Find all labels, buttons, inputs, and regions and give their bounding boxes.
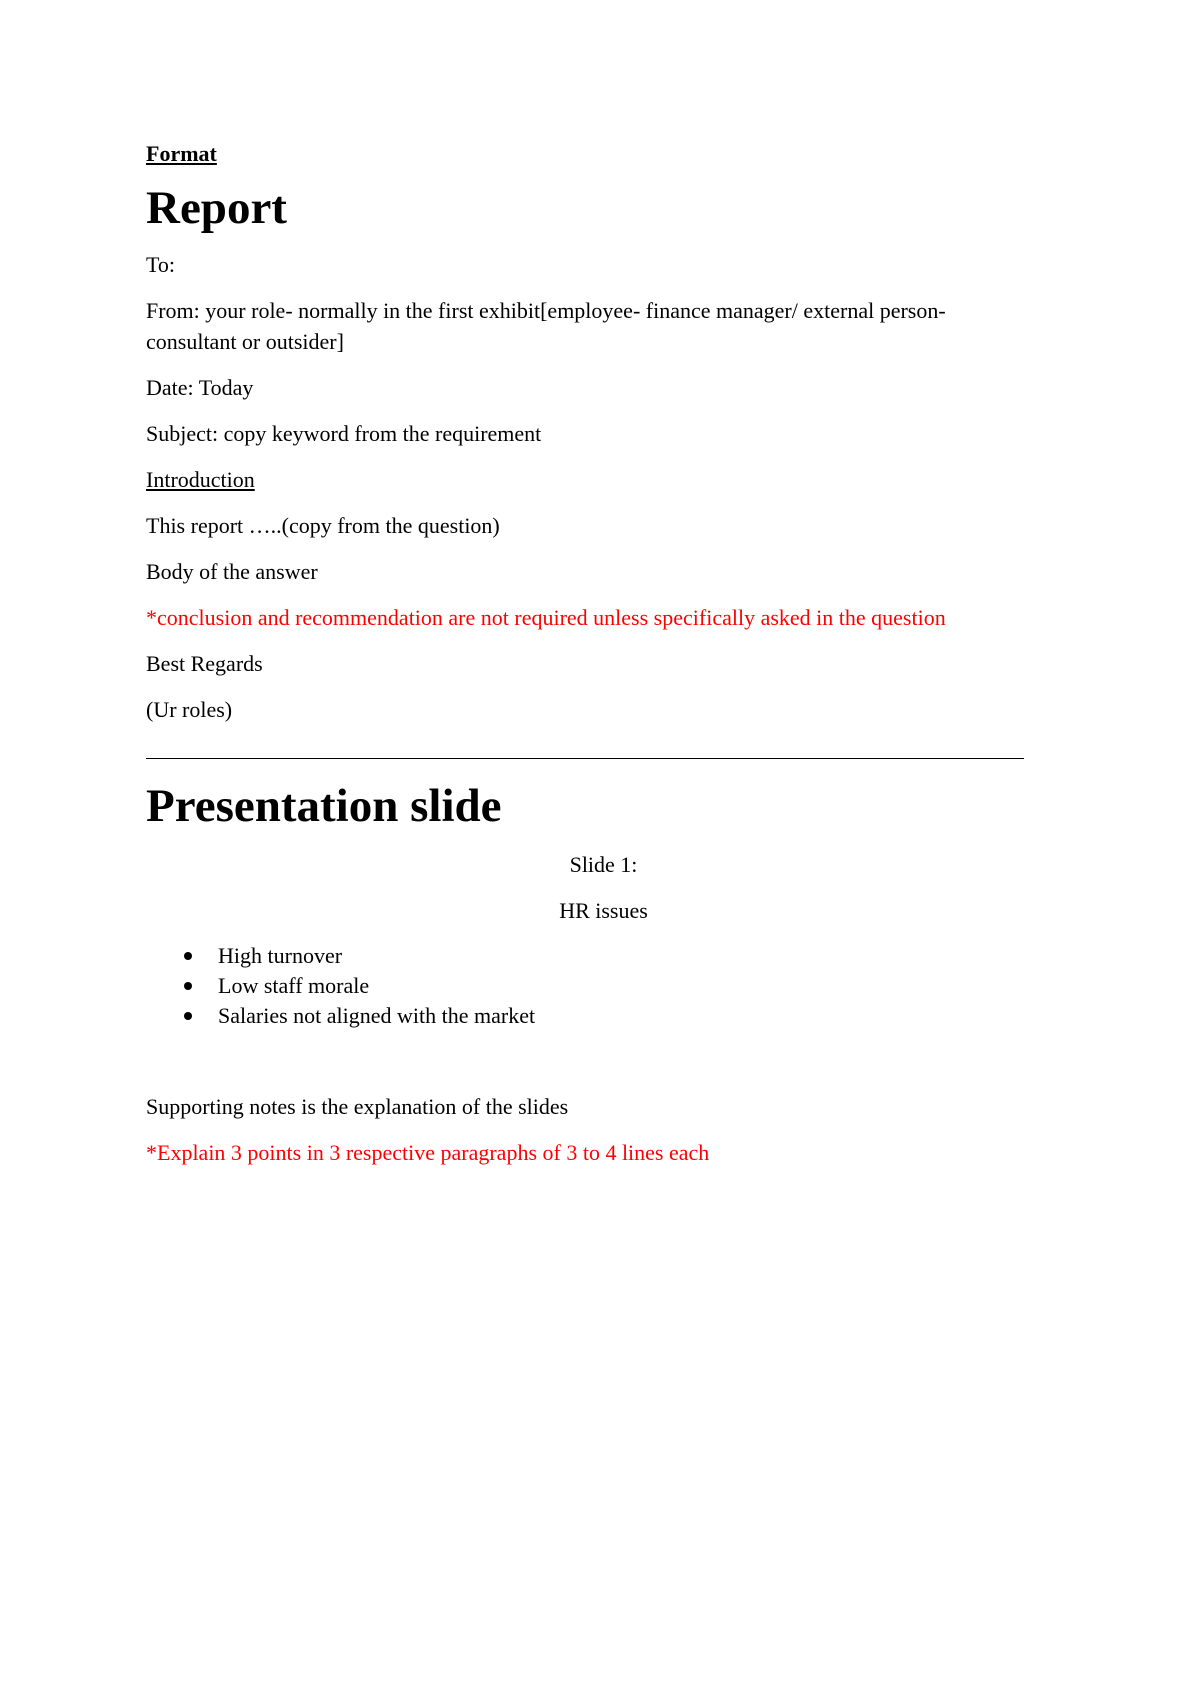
bullet-dot-icon [184, 952, 192, 960]
bullet-text: Salaries not aligned with the market [218, 1002, 536, 1028]
format-heading: Format [146, 141, 217, 166]
introduction-heading: Introduction [146, 466, 255, 492]
bullet-text: Low staff morale [218, 972, 370, 998]
slide-bullet-list [146, 941, 1026, 1031]
list-item [184, 941, 1026, 971]
explain-note: *Explain 3 points in 3 respective paragraphs of 3 to 4 lines each [146, 1139, 710, 1165]
section-divider [146, 758, 1024, 759]
presentation-title: Presentation slide [146, 779, 502, 832]
body-text: Body of the answer [146, 558, 318, 584]
slide-number: Slide 1: [569, 851, 638, 877]
supporting-notes: Supporting notes is the explanation of the slides [146, 1093, 569, 1119]
intro-text: This report …..(copy from the question) [146, 512, 500, 538]
report-date-line: Date: Today [146, 374, 254, 400]
list-item [184, 971, 1026, 1001]
bullet-text: High turnover [218, 942, 343, 968]
conclusion-note: *conclusion and recommendation are not required unless specifically asked in the question [146, 604, 946, 630]
report-subject-line: Subject: copy keyword from the requirement [146, 420, 542, 446]
closing-line: Best Regards [146, 650, 263, 676]
slide-heading: HR issues [559, 897, 648, 923]
bullet-dot-icon [184, 1012, 192, 1020]
report-from-line: From: your role- normally in the first exhibit[employee- finance manager/ external person- consultant or outsider] [146, 297, 946, 354]
report-title: Report [146, 181, 287, 234]
document-content [146, 140, 1026, 1183]
bullet-dot-icon [184, 982, 192, 990]
list-item [184, 1001, 1026, 1031]
signature-line: (Ur roles) [146, 696, 233, 722]
report-to-line: To: [146, 251, 176, 277]
